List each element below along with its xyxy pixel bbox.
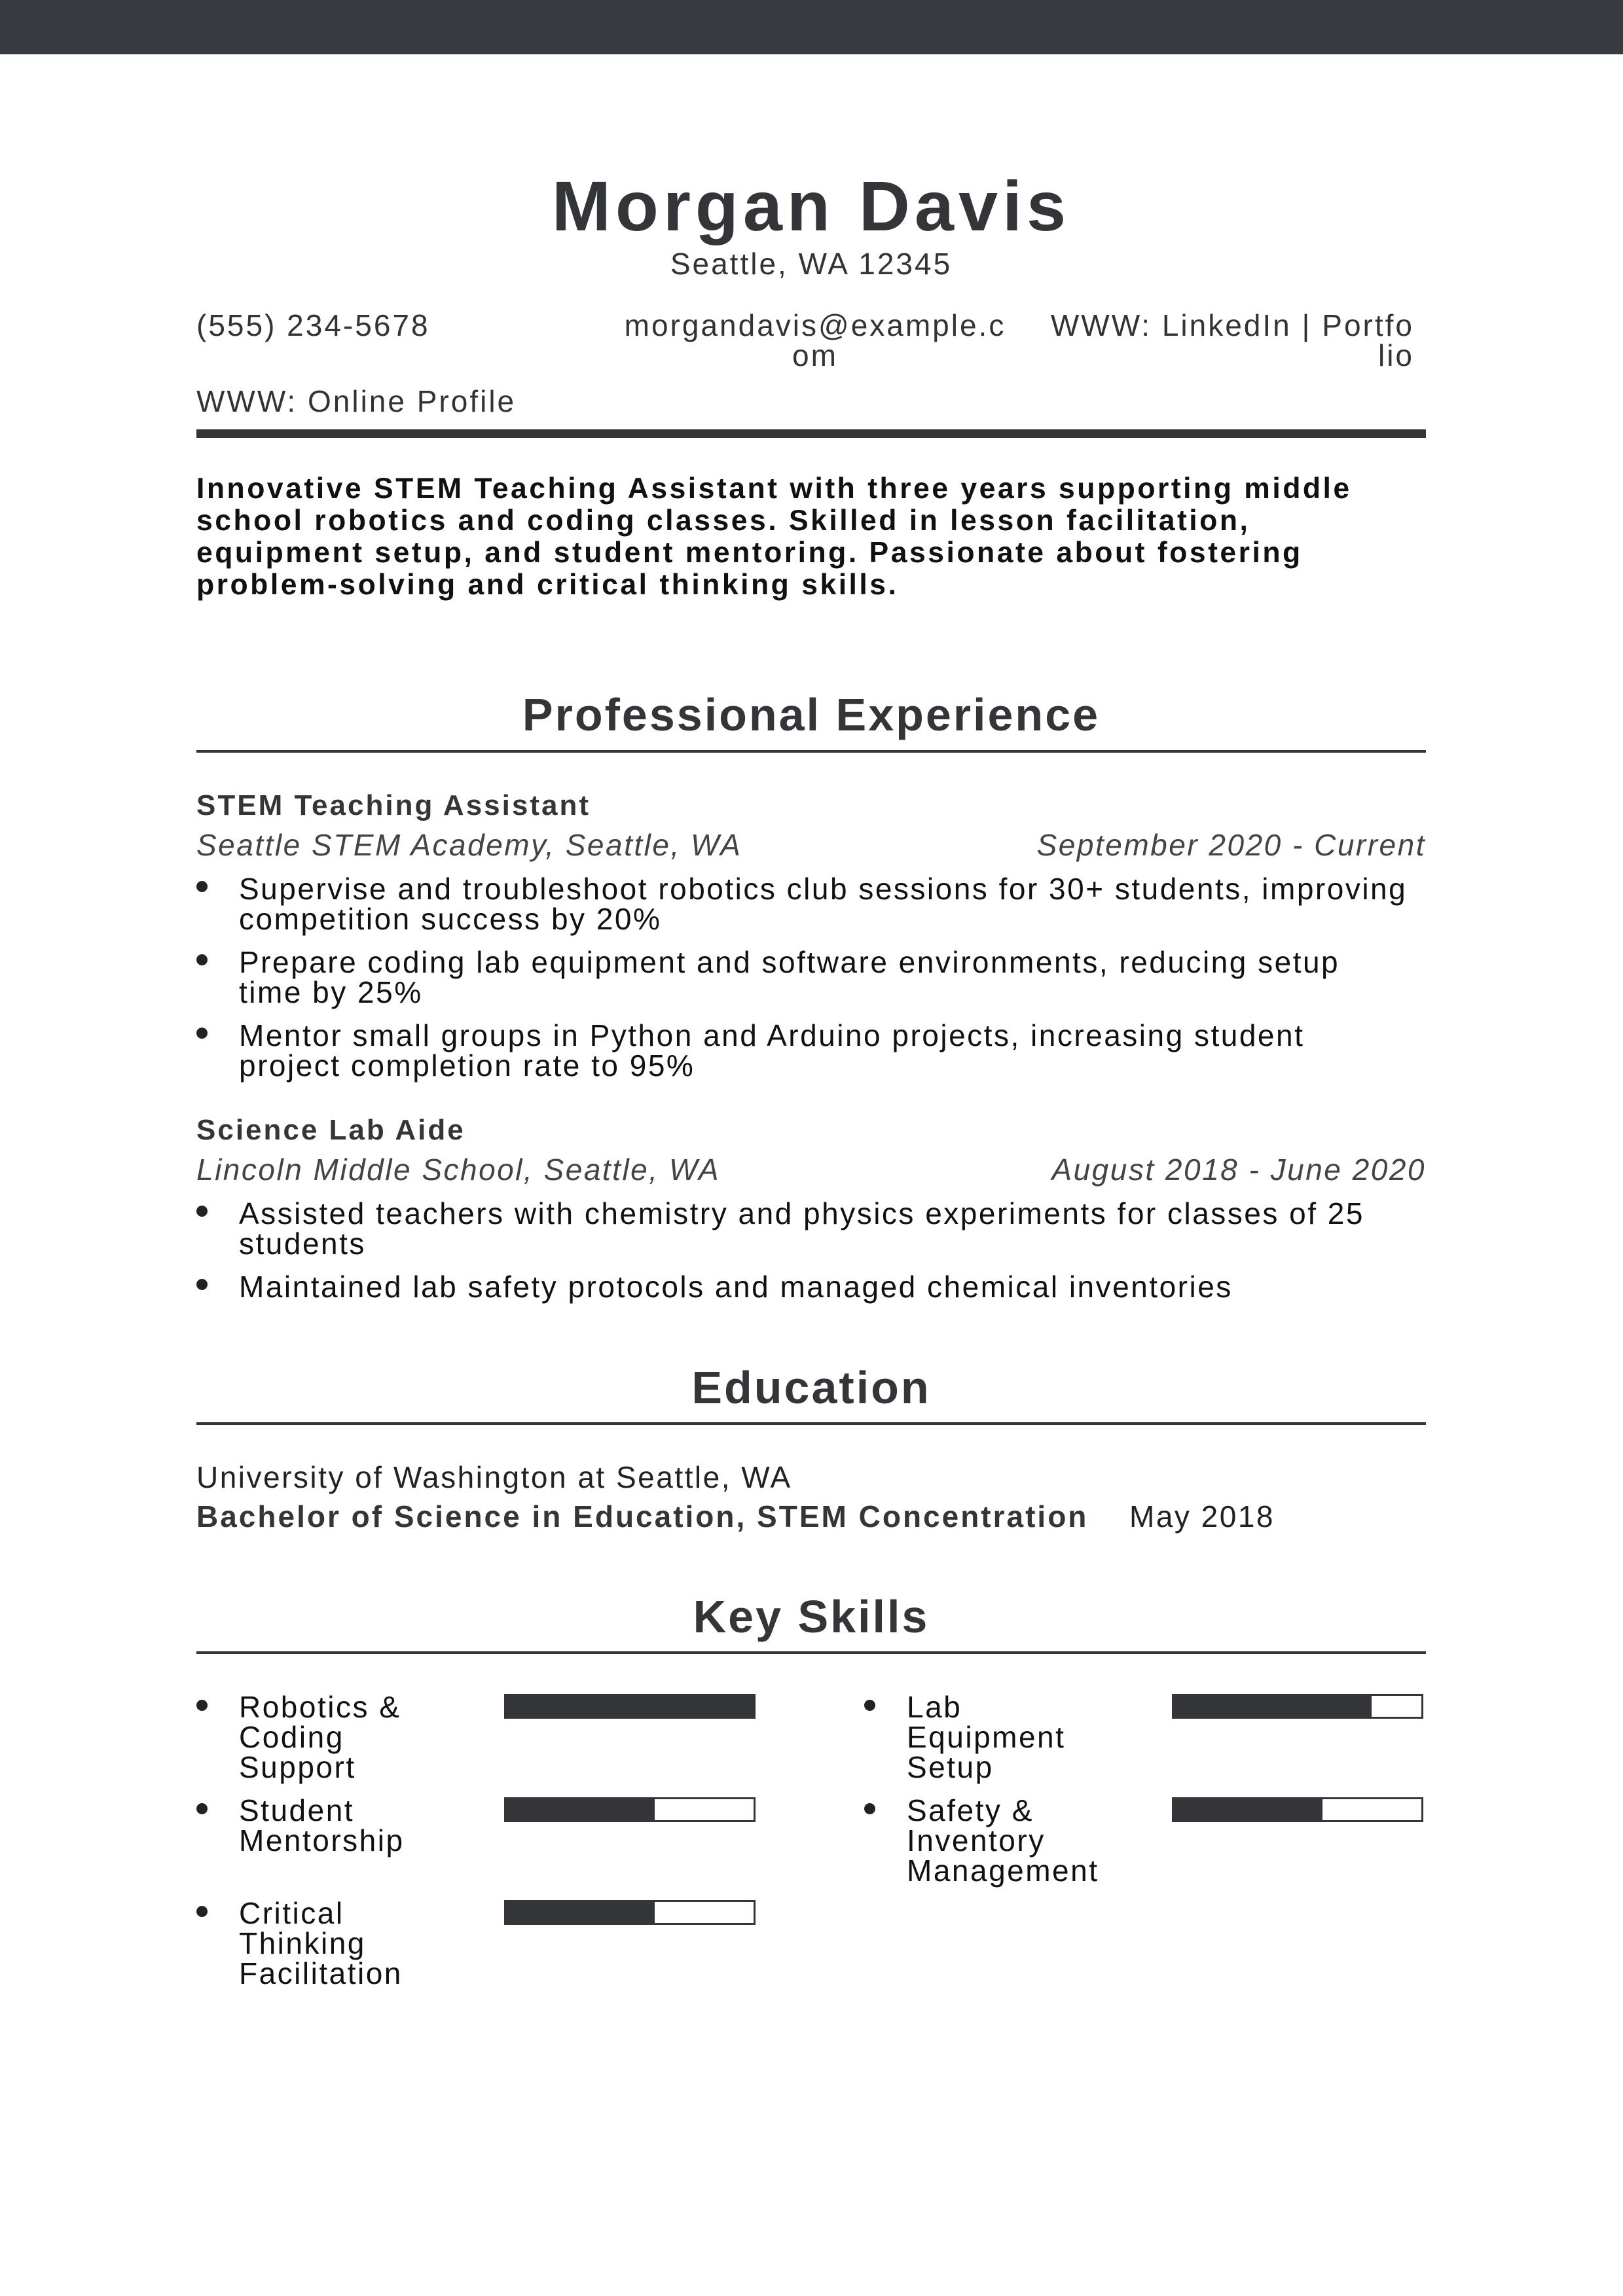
skill-level-bar — [1172, 1694, 1423, 1719]
job-dates: August 2018 - June 2020 — [1051, 1153, 1426, 1187]
bullet-icon — [196, 1906, 208, 1917]
skill-label: Student Mentorship — [239, 1793, 405, 1857]
header-divider — [196, 429, 1426, 438]
education-divider — [196, 1422, 1426, 1425]
skill-level-fill — [506, 1696, 754, 1717]
bullet-icon — [196, 881, 208, 892]
skills-heading: Key Skills — [693, 1591, 930, 1642]
job-bullet: Mentor small groups in Python and Arduino projects, increasing student project completion rate to 95% — [239, 1018, 1305, 1083]
skill-level-bar — [504, 1797, 756, 1822]
skill-label: Safety & Inventory Management — [907, 1793, 1099, 1888]
bullet-icon — [196, 1279, 208, 1290]
job-bullet: Assisted teachers with chemistry and physics experiments for classes of 25 students — [239, 1196, 1364, 1261]
bullet-icon — [196, 954, 208, 965]
job-bullet: Maintained lab safety protocols and managed chemical inventories — [239, 1270, 1233, 1304]
candidate-name: Morgan Davis — [551, 166, 1071, 245]
job-bullet: Prepare coding lab equipment and software environments, reducing setup time by 25% — [239, 945, 1340, 1009]
skill-level-bar — [504, 1900, 756, 1925]
candidate-address: Seattle, WA 12345 — [670, 247, 953, 281]
skills-divider — [196, 1651, 1426, 1654]
job-dates: September 2020 - Current — [1036, 828, 1426, 862]
top-banner — [0, 0, 1623, 54]
job-bullet: Supervise and troubleshoot robotics club sessions for 30+ students, improving competition success by 20% — [239, 872, 1408, 936]
linkedin-portfolio-links[interactable]: WWW: LinkedIn | Portfolio — [1050, 308, 1414, 372]
job-company: Lincoln Middle School, Seattle, WA — [196, 1153, 721, 1187]
skill-level-fill — [1174, 1696, 1372, 1717]
skill-level-bar — [1172, 1797, 1423, 1822]
skill-level-fill — [506, 1902, 655, 1923]
education-heading: Education — [691, 1362, 931, 1413]
email-link[interactable]: morgandavis@example.com — [624, 308, 1006, 372]
education-school: University of Washington at Seattle, WA — [196, 1460, 792, 1494]
phone-number: (555) 234-5678 — [196, 308, 430, 342]
bullet-icon — [864, 1700, 875, 1711]
bullet-icon — [196, 1028, 208, 1039]
bullet-icon — [196, 1206, 208, 1217]
job-title: Science Lab Aide — [196, 1114, 465, 1146]
education-degree: Bachelor of Science in Education, STEM Concentration — [196, 1499, 1089, 1534]
bullet-icon — [196, 1803, 208, 1814]
education-date: May 2018 — [1129, 1499, 1275, 1534]
skill-label: Robotics & Coding Support — [239, 1690, 401, 1784]
bullet-icon — [864, 1803, 875, 1814]
skill-level-fill — [506, 1799, 655, 1820]
professional-summary: Innovative STEM Teaching Assistant with three years supporting middle school robotics and coding classes. Skilled in lesson facilitation, equipment setup, and student mentoring. Passionate about fostering problem-solving and critical thinking skills. — [196, 473, 1352, 601]
experience-divider — [196, 750, 1426, 753]
job-company: Seattle STEM Academy, Seattle, WA — [196, 828, 742, 862]
experience-heading: Professional Experience — [522, 689, 1101, 740]
skill-label: Critical Thinking Facilitation — [239, 1896, 403, 1990]
bullet-icon — [196, 1700, 208, 1711]
online-profile-link[interactable]: WWW: Online Profile — [196, 384, 517, 418]
skill-level-fill — [1174, 1799, 1322, 1820]
skill-label: Lab Equipment Setup — [907, 1690, 1066, 1784]
skill-level-bar — [504, 1694, 756, 1719]
job-title: STEM Teaching Assistant — [196, 789, 591, 821]
